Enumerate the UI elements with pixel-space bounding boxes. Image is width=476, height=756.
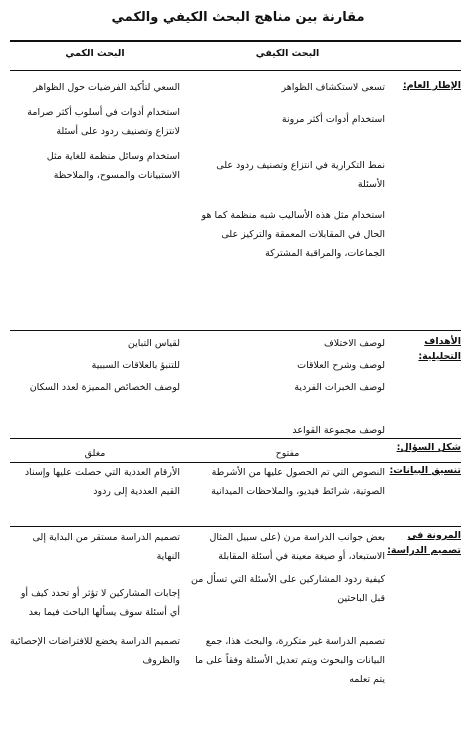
flexibility-qual-entry-1: بعض جوانب الدراسة مرن (على سبيل المثال الاستبعاد، أو صيغة معينة في أسئلة المقابلة — [209, 532, 385, 562]
framework-qual-entry-2: استخدام أدوات أكثر مرونة — [281, 114, 385, 125]
page-title: مقارنة بين مناهج البحث الكيفي والكمي — [111, 10, 365, 25]
analytical-qual-entry-2: لوصف وشرح العلاقات — [297, 360, 385, 371]
framework-quan-entry-1: السعي لتأكيد الفرضيات حول الظواهر — [33, 82, 180, 93]
analytical-quan-entry-1: لقياس التباين — [127, 338, 180, 349]
flexibility-category: المرونة في تصميم الدراسة: — [387, 530, 461, 556]
framework-qual-entry-1: تسعى لاستكشاف الظواهر — [281, 82, 385, 93]
data-format-quantitative — [10, 463, 180, 501]
analytical-row — [10, 334, 461, 434]
flexibility-qual-entry-2: كيفية ردود المشاركين على الأسئلة التي تسأل من قبل الباحثين — [191, 574, 385, 604]
framework-qual-entry-4: استخدام مثل هذه الأساليب شبه منظمة كما هو الحال في المقابلات المعمقة والتركيز على الجماعات، والمراقبة المشتركة — [201, 210, 385, 259]
data-format-qualitative — [190, 463, 385, 501]
flexibility-quantitative — [10, 528, 180, 670]
question-form-row — [10, 440, 461, 458]
analytical-qual-entry-3: لوصف الخبرات الفردية — [294, 382, 385, 393]
analytical-rule — [10, 438, 461, 439]
question-form-qualitative: مفتوح — [275, 448, 300, 459]
column-header-row — [10, 46, 461, 64]
analytical-qualitative — [190, 334, 385, 440]
question-form-quantitative: مغلق — [84, 448, 106, 459]
framework-quantitative — [10, 78, 180, 185]
framework-qual-entry-3: نمط التكرارية في انتزاع وتصنيف ردود على الأسئلة — [216, 160, 385, 190]
flexibility-quan-entry-1: تصميم الدراسة مستقر من البداية إلى النهاية — [32, 532, 180, 562]
data-format-rule — [10, 526, 461, 527]
analytical-category: الأهداف التحليلية: — [418, 336, 461, 362]
data-format-qual-entry-1: النصوص التي تم الحصول عليها من الأشرطة الصوتية، شرائط فيديو، والملاحظات الميدانية — [211, 467, 385, 497]
framework-quan-entry-3: استخدام وسائل منظمة للغاية مثل الاستبيانات والمسوح، والملاحظة — [46, 151, 180, 181]
data-format-category: تنسيق البيانات: — [389, 465, 461, 476]
flexibility-quan-entry-2: إجابات المشاركين لا تؤثر أو تحدد كيف أو أي أسئلة سوف يسألها الباحث فيما بعد — [20, 588, 180, 618]
framework-qualitative — [190, 78, 385, 263]
framework-quan-entry-2: استخدام أدوات في أسلوب أكثر صرامة لانتزاع وتصنيف ردود على أسئلة — [27, 107, 180, 137]
analytical-quan-entry-3: لوصف الخصائص المميزة لعدد السكان — [29, 382, 180, 393]
data-format-quan-entry-1: الأرقام العددية التي حصلت عليها وإسناد القيم العددية إلى ردود — [24, 467, 180, 497]
flexibility-quan-entry-3: تصميم الدراسة يخضع للافتراضات الإحصائية والظروف — [10, 636, 180, 666]
header-rule — [10, 70, 461, 71]
data-format-row — [10, 463, 461, 521]
flexibility-qual-entry-3: تصميم الدراسة غير متكررة، والبحث هذا، جمع البيانات والبحوث ويتم تعديل الأسئلة وفقاً على ما يتم تعلمه — [195, 636, 385, 685]
quantitative-column-header: البحث الكمي — [65, 48, 125, 59]
flexibility-row — [10, 528, 461, 750]
flexibility-qualitative — [190, 528, 385, 689]
top-rule — [10, 40, 461, 42]
qualitative-column-header: البحث الكيفي — [255, 48, 320, 59]
question-form-category: شكل السؤال: — [396, 442, 461, 453]
framework-category: الإطار العام: — [402, 80, 461, 91]
framework-rule — [10, 330, 461, 331]
analytical-qual-entry-1: لوصف الاختلاف — [323, 338, 385, 349]
analytical-quan-entry-2: للتنبؤ بالعلاقات السببية — [91, 360, 180, 371]
analytical-qual-entry-4: لوصف مجموعة القواعد — [292, 425, 385, 436]
framework-row — [10, 78, 461, 323]
analytical-quantitative — [10, 334, 180, 397]
